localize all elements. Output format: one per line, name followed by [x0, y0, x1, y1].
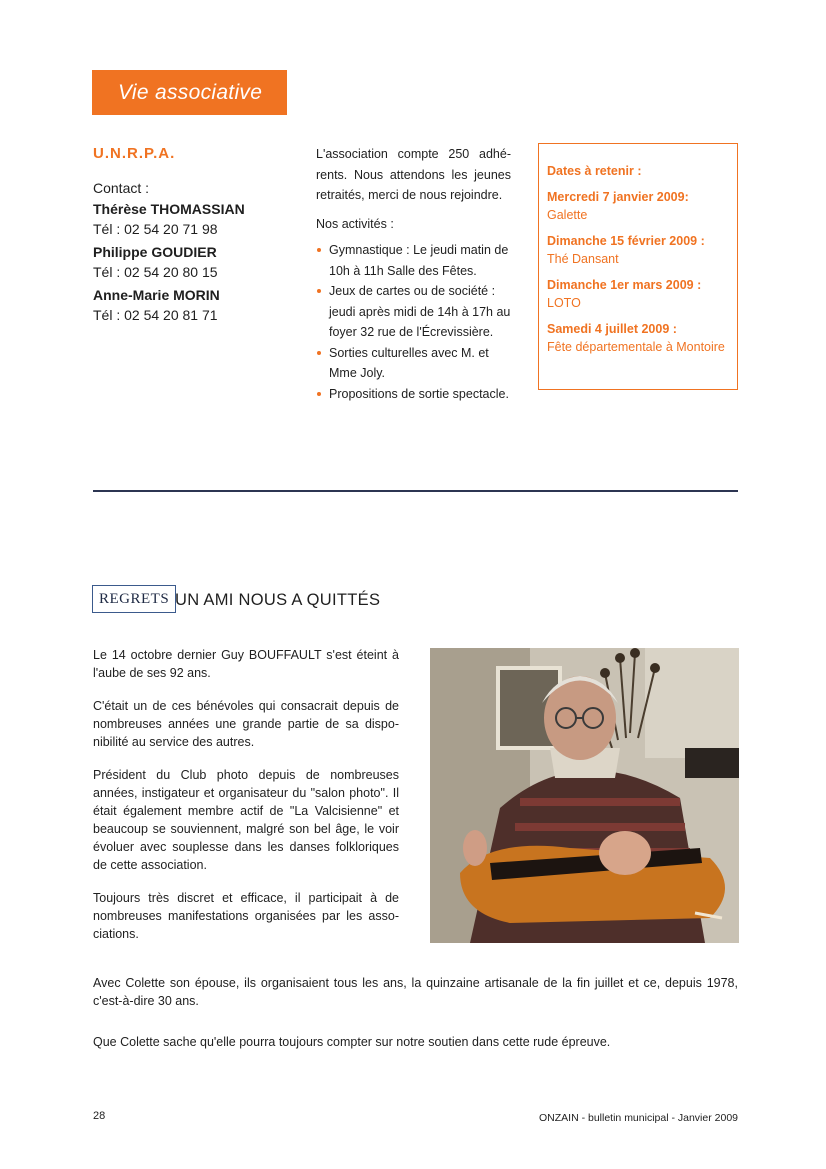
contact-person [93, 242, 293, 282]
activity-text: Jeux de cartes ou de société : jeudi après midi de 14h à 17h au foyer 32 rue de l'Écrevissière. [329, 284, 511, 339]
section-banner [92, 70, 287, 115]
contact-name: Thérèse THOMASSIAN [93, 201, 245, 217]
event-date: Dimanche 1er mars 2009 : [547, 278, 702, 292]
event-name: LOTO [547, 296, 581, 310]
event-name: Thé Dansant [547, 252, 619, 266]
contact-phone: Tél : 02 54 20 71 98 [93, 221, 218, 237]
photo-illustration [430, 648, 739, 943]
event-date: Mercredi 7 janvier 2009: [547, 190, 689, 204]
activity-item [316, 343, 511, 384]
bullet-icon [317, 351, 321, 355]
event-name: Galette [547, 208, 588, 222]
activity-text: Propositions de sortie spectacle. [329, 386, 509, 401]
article-paragraph: C'était un de ces bénévoles qui consacrait depuis de nombreuses années une grande partie de sa dispo-nibilité au service des autres. [93, 699, 399, 749]
article-body [93, 646, 399, 958]
date-event [547, 232, 729, 268]
bullet-icon [317, 392, 321, 396]
regrets-tag [92, 585, 176, 613]
activity-item [316, 281, 511, 343]
contact-label: Contact : [93, 180, 150, 196]
article-paragraph: Président du Club photo depuis de nombreuses années, instigateur et organisateur du "salon photo". Il était également membre actif de "La Valcisienne" et beaucoup se souviennent, malgré son bel âge, le voir évoluer avec souplesse dans les danses folkloriques de cette association. [93, 768, 399, 872]
activities-title: Nos activités : [316, 216, 394, 231]
event-name: Fête départementale à Montoire [547, 340, 725, 354]
portrait-photo [430, 648, 739, 943]
contact-phone: Tél : 02 54 20 81 71 [93, 307, 218, 323]
closing-paragraph: Que Colette sache qu'elle pourra toujours compter sur notre soutien dans cette rude épreuve. [93, 1035, 611, 1049]
association-info [316, 144, 511, 404]
activity-text: Gymnastique : Le jeudi matin de 10h à 11h Salle des Fêtes. [329, 243, 509, 278]
section-divider [93, 490, 738, 492]
publication-info: ONZAIN - bulletin municipal - Janvier 2009 [539, 1112, 738, 1124]
activity-item [316, 384, 511, 405]
regrets-tag-label: REGRETS [99, 590, 170, 607]
contact-phone: Tél : 02 54 20 80 15 [93, 264, 218, 280]
bullet-icon [317, 289, 321, 293]
closing-paragraph: Avec Colette son épouse, ils organisaient tous les ans, la quinzaine artisanale de la fin juillet et ce, depuis 1978, c'est-à-dire 30 ans. [93, 976, 738, 1008]
dates-box [538, 143, 738, 390]
contact-person [93, 199, 293, 239]
activity-text: Sorties culturelles avec M. et Mme Joly. [329, 345, 489, 380]
contact-name: Philippe GOUDIER [93, 244, 217, 260]
date-event [547, 320, 729, 356]
page-number: 28 [93, 1110, 106, 1122]
contact-person [93, 285, 293, 325]
date-event [547, 276, 729, 312]
org-title: U.N.R.P.A. [93, 145, 176, 162]
association-intro: L'association compte 250 adhé-rents. Nous attendons les jeunes retraités, merci de nous rejoindre. [316, 147, 511, 202]
article-title: UN AMI NOUS A QUITTÉS [175, 591, 381, 609]
date-event [547, 188, 729, 224]
unrpa-contacts [93, 144, 293, 328]
article-paragraph: Le 14 octobre dernier Guy BOUFFAULT s'est éteint à l'aube de ses 92 ans. [93, 648, 399, 680]
contact-name: Anne-Marie MORIN [93, 287, 220, 303]
activities-list [316, 240, 511, 404]
section-banner-label: Vie associative [118, 80, 263, 104]
activity-item [316, 240, 511, 281]
article-paragraph: Toujours très discret et efficace, il participait à de nombreuses manifestations organisées par les asso-ciations. [93, 891, 399, 941]
event-date: Dimanche 15 février 2009 : [547, 234, 705, 248]
dates-title: Dates à retenir : [547, 164, 642, 178]
event-date: Samedi 4 juillet 2009 : [547, 322, 677, 336]
bullet-icon [317, 248, 321, 252]
